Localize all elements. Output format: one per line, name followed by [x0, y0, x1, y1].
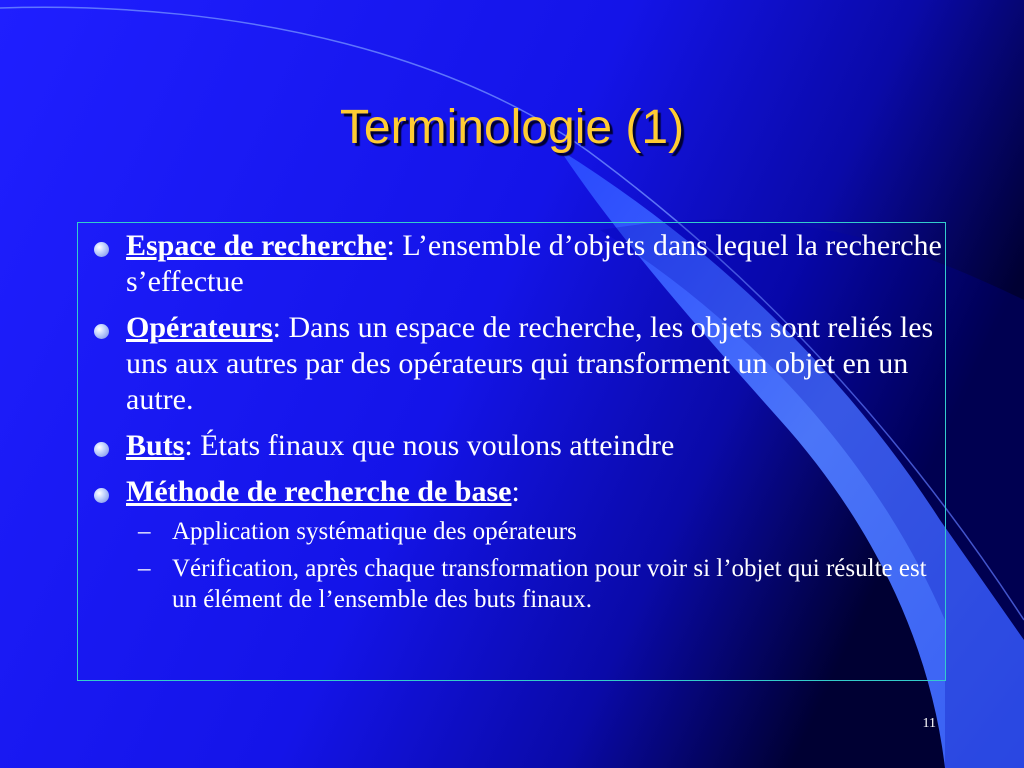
sub-bullet-item [94, 516, 932, 547]
sub-bullet-container [94, 516, 954, 615]
bullet-text: : États finaux que nous voulons atteindre [184, 429, 675, 462]
sub-bullet-list [94, 516, 954, 615]
bullet-list [94, 228, 954, 621]
bullet-item [94, 474, 954, 510]
bullet-dot-icon [94, 488, 109, 503]
bullet-dot-icon [94, 324, 109, 339]
bullet-term: Méthode de recherche de base [126, 475, 512, 508]
bullet-dot-icon [94, 442, 109, 457]
bullet-text: : L’ensemble d’objets dans lequel la recherche s’effectue [126, 229, 942, 298]
sub-bullet-text: Application systématique des opérateurs [172, 518, 577, 545]
bullet-dot-icon [94, 242, 109, 257]
dash-marker: – [138, 518, 151, 545]
bullet-text: : Dans un espace de recherche, les objets sont reliés les uns aux autres par des opérateurs qui transforment un objet en un autre. [126, 311, 934, 416]
sub-bullet-text: Vérification, après chaque transformation pour voir si l’objet qui résulte est un élément de l’ensemble des buts finaux. [172, 555, 927, 613]
bullet-item [94, 310, 954, 418]
sub-bullet-item [94, 553, 932, 615]
bullet-term: Buts [126, 429, 185, 462]
bullet-term: Opérateurs [126, 311, 273, 344]
bullet-item [94, 428, 954, 464]
bullet-text: : [511, 475, 520, 508]
dash-marker: – [138, 555, 151, 582]
bullet-item [94, 228, 954, 300]
bullet-term: Espace de recherche [126, 229, 387, 262]
slide-title: Terminologie (1) [339, 101, 685, 154]
slide-number: 11 [922, 716, 936, 731]
